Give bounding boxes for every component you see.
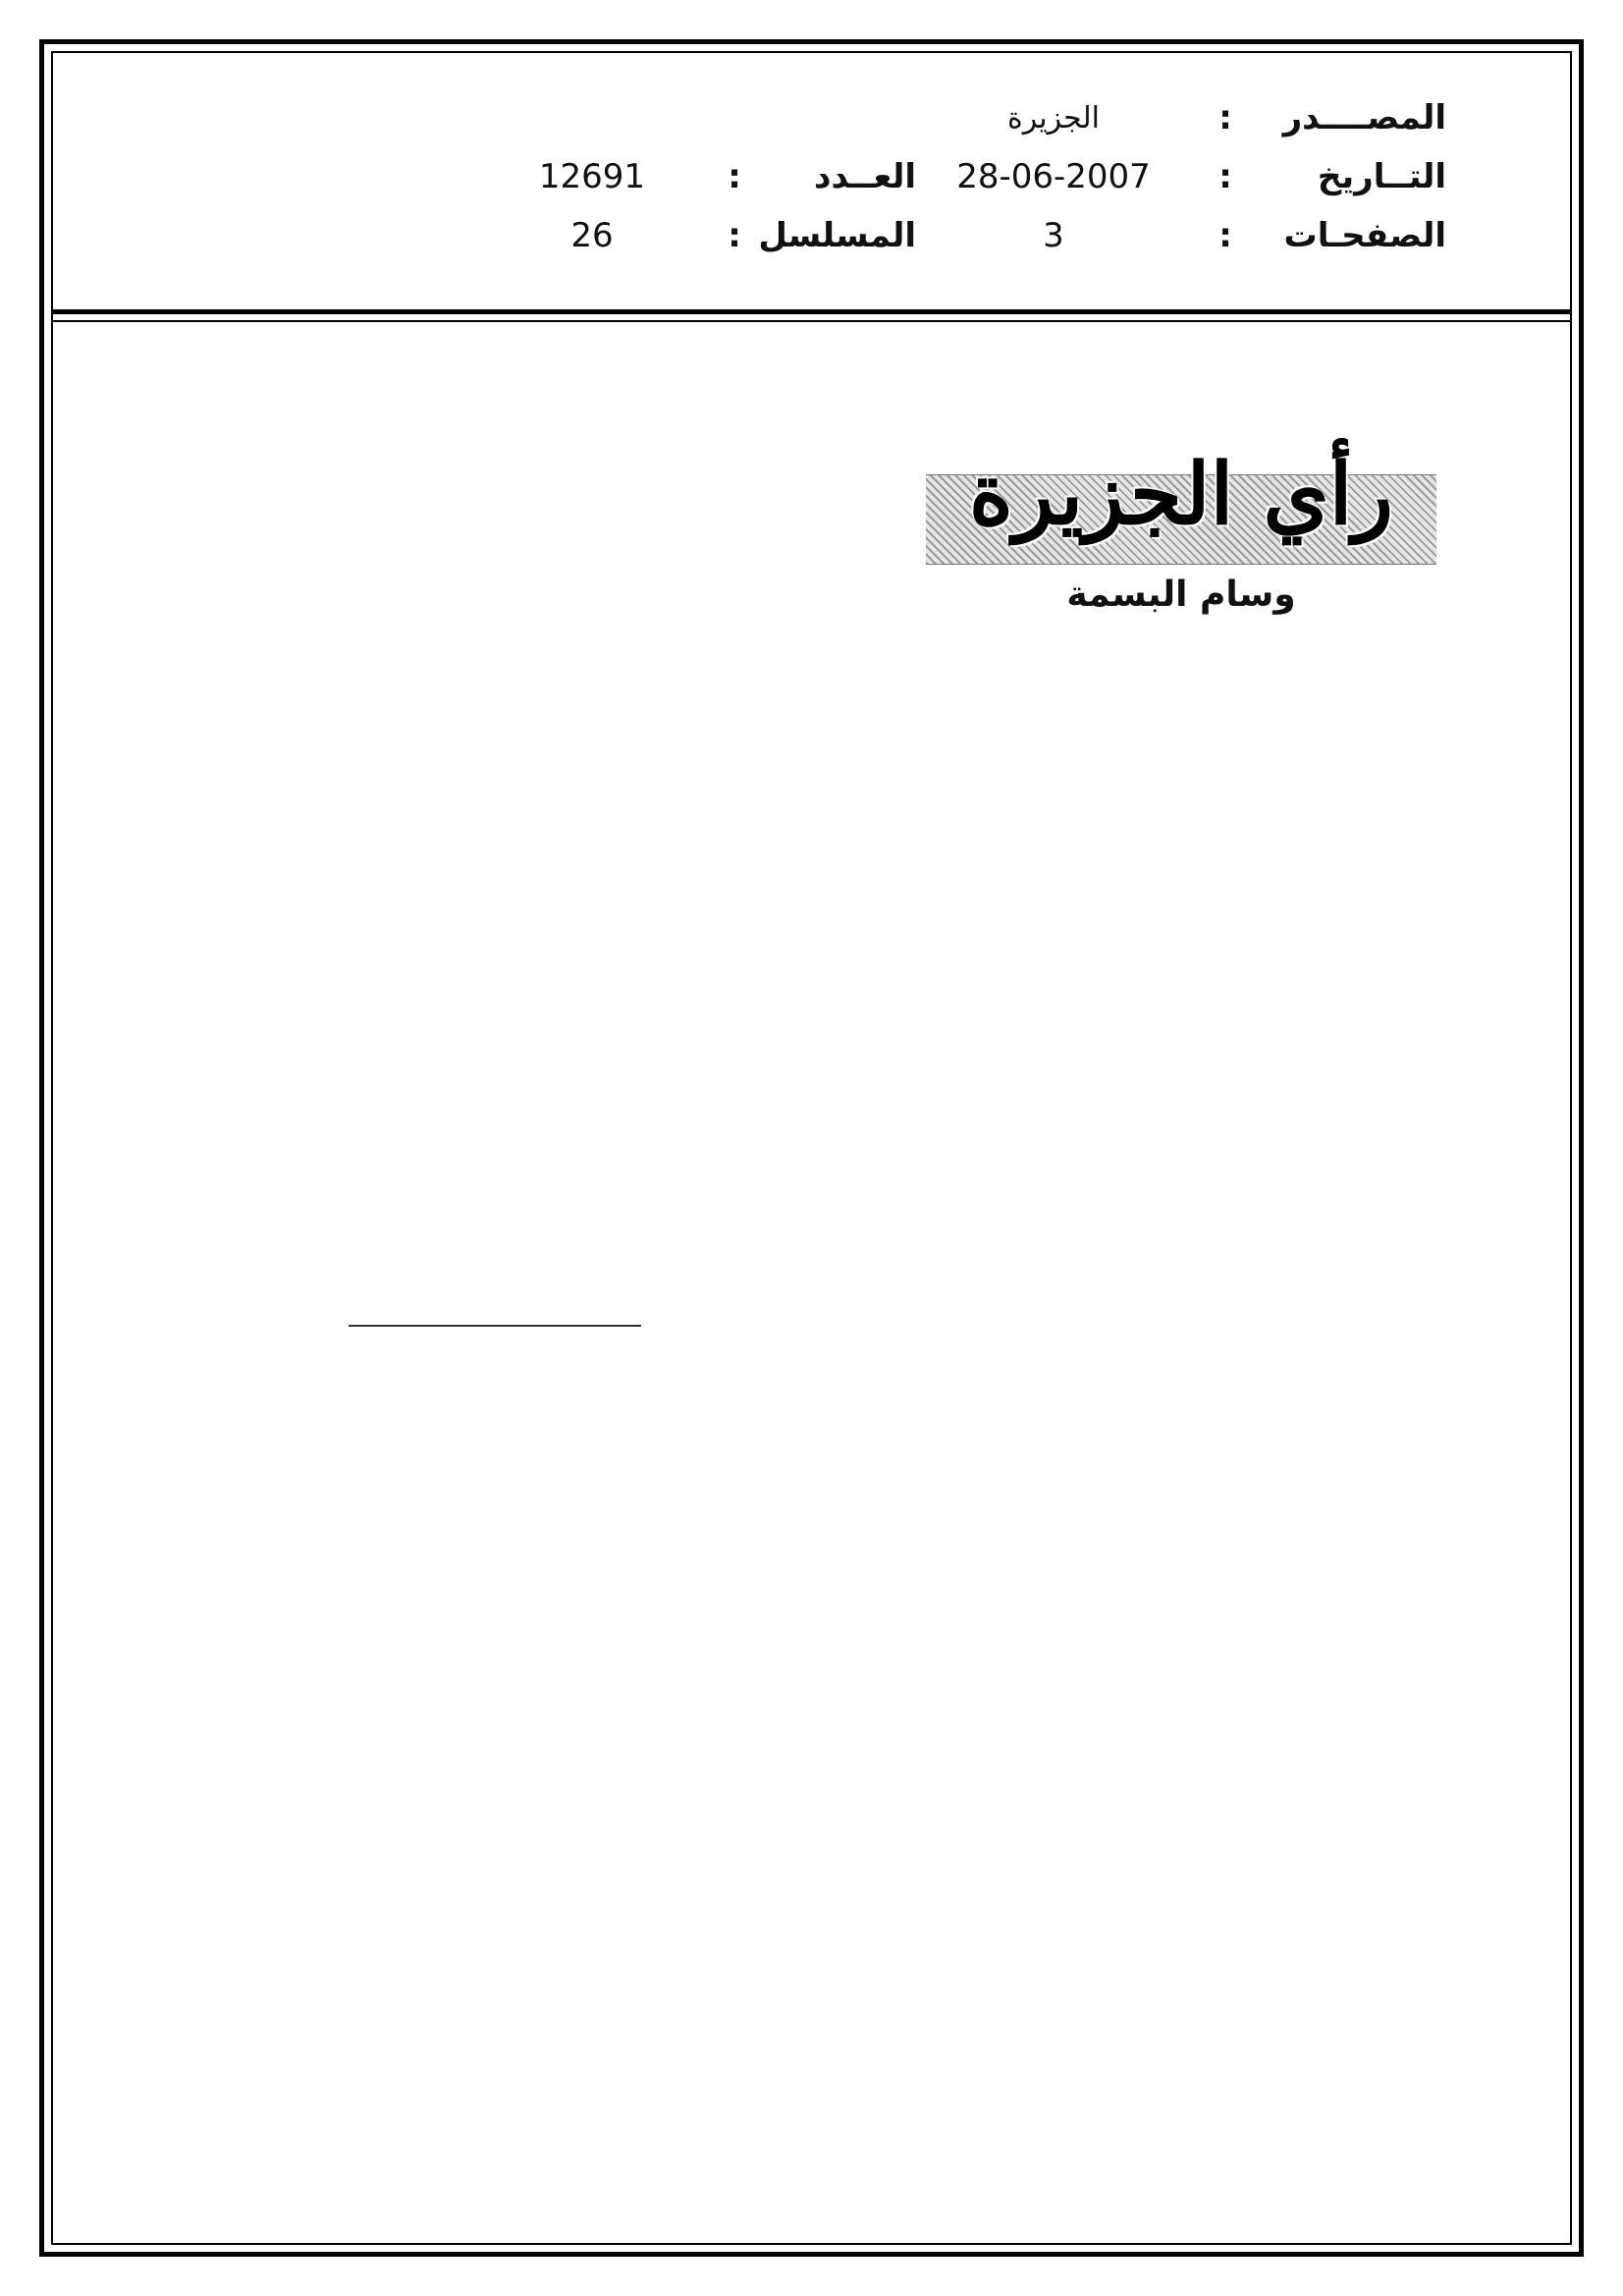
- pages-value: 3: [1043, 216, 1064, 255]
- serial-label: المسلسل: [758, 216, 916, 255]
- source-value: الجزيرة: [1006, 100, 1100, 136]
- issue-colon: :: [728, 157, 741, 196]
- header-fields: [84, 98, 1446, 255]
- date-colon: :: [1218, 157, 1232, 196]
- serial-colon: :: [728, 216, 741, 255]
- article-masthead: [926, 417, 1436, 653]
- issue-label: العــدد: [814, 157, 916, 196]
- article-column-left: [278, 722, 808, 1311]
- date-label: التــاريخ: [1317, 157, 1446, 196]
- article-title: وسام البسمة: [1066, 574, 1296, 615]
- source-colon: :: [1218, 98, 1232, 137]
- footnote-divider: [349, 1325, 641, 1327]
- pages-label: الصفحـات: [1283, 216, 1446, 255]
- article-column-right: [955, 676, 1446, 1756]
- issue-value: 12691: [538, 157, 646, 196]
- serial-value: 26: [570, 216, 614, 255]
- pages-colon: :: [1218, 216, 1232, 255]
- date-value: 28-06-2007: [956, 157, 1151, 196]
- source-label: المصــــدر: [1282, 98, 1446, 137]
- masthead-logo: رأي الجزيرة: [968, 445, 1394, 544]
- header-divider: [51, 320, 1572, 322]
